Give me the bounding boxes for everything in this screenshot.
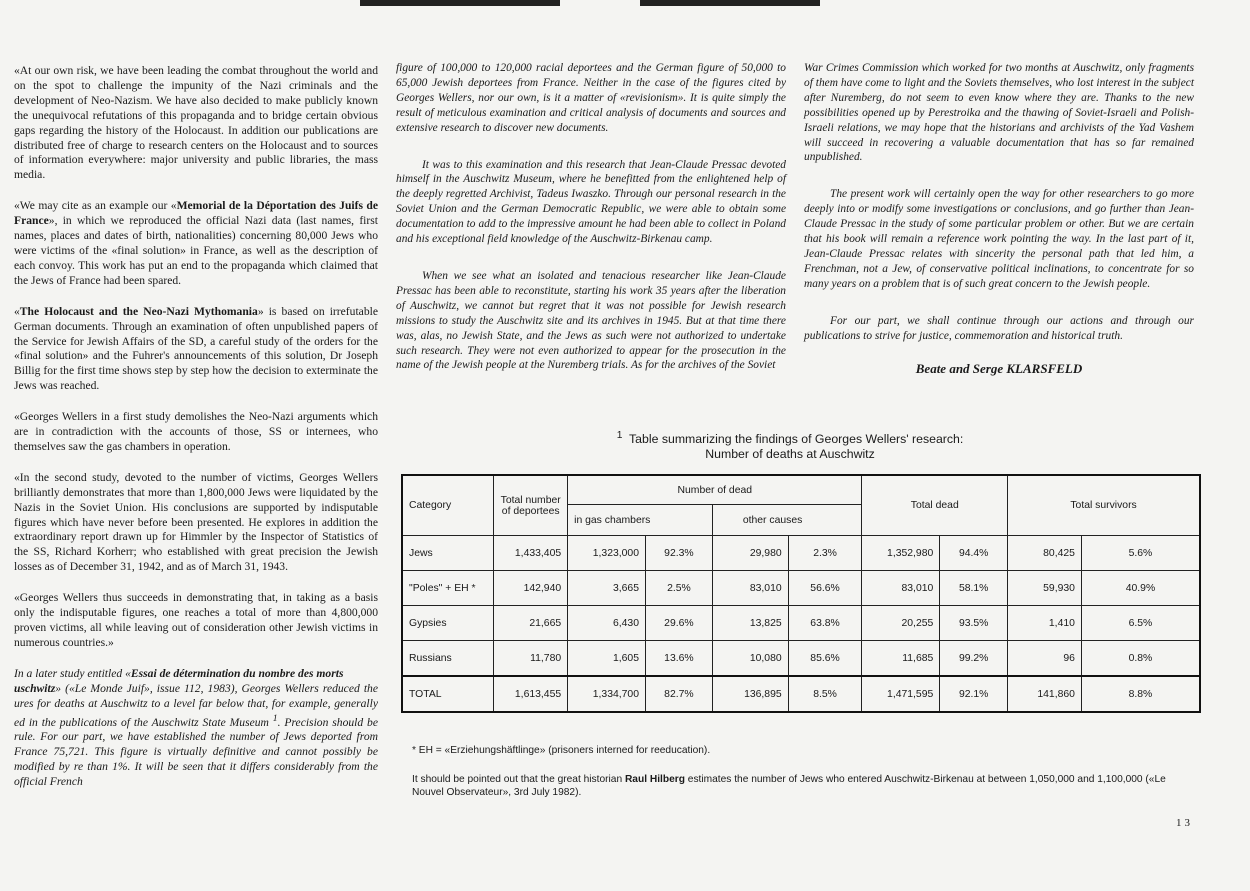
table-cell-deportees: 21,665 — [494, 606, 568, 641]
study-title: uschwitz — [14, 681, 56, 695]
text: In a later study entitled « — [14, 666, 131, 680]
header-number-of-dead: Number of dead — [568, 475, 862, 505]
table-cell-dead-pct: 92.1% — [940, 676, 1008, 712]
footnote-hilberg — [412, 773, 1192, 799]
text-column-middle — [396, 61, 786, 389]
text: It should be pointed out that the great historian — [412, 774, 625, 785]
table-cell-surv: 141,860 — [1008, 676, 1082, 712]
table-cell-gas-pct: 29.6% — [646, 606, 713, 641]
book-title: The Holocaust and the Neo-Nazi Mythomania — [19, 304, 258, 318]
table-cell-gas-pct: 2.5% — [646, 571, 713, 606]
page-number: 13 — [1176, 817, 1193, 829]
paragraph: For our part, we shall continue through our actions and through our publications to strive for justice, commemoration and historical truth. — [804, 314, 1194, 342]
table-cell-dead: 20,255 — [862, 606, 940, 641]
header-total-survivors: Total survivors — [1008, 475, 1200, 536]
table-cell-deportees: 142,940 — [494, 571, 568, 606]
deaths-table — [401, 474, 1201, 713]
table-cell-other-pct: 8.5% — [788, 676, 862, 712]
paragraph: «Georges Wellers in a first study demolishes the Neo-Nazi arguments which are in contradiction with the accounts of those, SS or internees, who themselves saw the gas chambers in operation. — [14, 410, 378, 453]
table-row — [402, 536, 1200, 571]
caption-text: Table summarizing the findings of Georges Wellers' research: — [629, 432, 964, 447]
text: estimates the number of Jews who entered Auschwitz-Birkenau at between 1,050,000 and 1,100,000 («Le Nouvel Observateur», 3rd July 1982). — [412, 774, 1166, 798]
paragraph — [14, 667, 378, 790]
table-cell-deportees: 11,780 — [494, 641, 568, 677]
table-cell-dead: 1,352,980 — [862, 536, 940, 571]
table-cell-gas: 3,665 — [568, 571, 646, 606]
table-cell-gas: 1,605 — [568, 641, 646, 677]
table-row — [402, 571, 1200, 606]
table-cell-surv: 96 — [1008, 641, 1082, 677]
table-cell-dead-pct: 99.2% — [940, 641, 1008, 677]
footnote-ref: 1 — [272, 712, 278, 724]
table-cell-category: Gypsies — [402, 606, 494, 641]
table-cell-gas: 1,323,000 — [568, 536, 646, 571]
text: » («Le Monde Juif», issue 112, 1983), Georges Wellers reduced the ures for deaths at Auschwitz to a level far below that, for example, generally ed in the publications of the Auschwitz State Museum — [14, 681, 378, 729]
table-cell-other-pct: 63.8% — [788, 606, 862, 641]
historian-name: Raul Hilberg — [624, 774, 685, 785]
table-cell-other: 136,895 — [712, 676, 788, 712]
scan-top-gap — [560, 0, 640, 6]
table-cell-surv: 80,425 — [1008, 536, 1082, 571]
table-cell-category: Jews — [402, 536, 494, 571]
signature: Beate and Serge KLARSFELD — [915, 360, 1083, 376]
paragraph — [14, 199, 378, 288]
text: », in which we reproduced the official Nazi data (last names, first names, places and dates of birth, nationalities) concerning 80,000 Jews who were victims of the «final solution» in France, as well as the description of each convoy. This work has put an end to the propaganda which claimed that the Jews of France had been spared. — [14, 214, 378, 287]
paragraph: «At our own risk, we have been leading the combat throughout the world and on the spot to challenge the impunity of the Nazi criminals and the development of Neo-Nazism. We have also decided to make publicly known the unequivocal refutations of this propaganda and to bridge certain obvious gaps regarding the history of the Holocaust. In addition our publications are distributed free of charge to research centers on the Holocaust and to sources of information everywhere: major university and public libraries, the mass media. — [14, 64, 378, 182]
paragraph: figure of 100,000 to 120,000 racial deportees and the German figure of 50,000 to 65,000 Jewish deportees from France. Neither in the case of the figures cited by Georges Wellers, nor our own, is it a matter of «revisionism». It is quite simply the result of meticulous examination and critical analysis of documents and sources and extensive research to discover new documents. — [396, 62, 786, 134]
study-title: Essai de détermination du nombre des morts — [130, 666, 344, 680]
text: «We may cite as an example our « — [14, 199, 177, 213]
table-cell-gas-pct: 13.6% — [646, 641, 713, 677]
table-cell-surv-pct: 40.9% — [1081, 571, 1200, 606]
table-body — [402, 536, 1200, 713]
table-cell-other-pct: 2.3% — [788, 536, 862, 571]
table-cell-surv-pct: 6.5% — [1081, 606, 1200, 641]
paragraph: It was to this examination and this research that Jean-Claude Pressac devoted himself in the Auschwitz Museum, where he benefitted from the enlightened help of the deeply regretted Archivist, Tadeus Iwaszko. Through our personal research in the Soviet Union and the German Democratic Republic, we were able to obtain some documentation to add to the impressive amount he had been able to collect in Poland and his exceptional field knowledge of the Auschwitz-Birkenau camp. — [396, 158, 786, 246]
table-cell-dead: 83,010 — [862, 571, 940, 606]
table-cell-dead-pct: 58.1% — [940, 571, 1008, 606]
table-cell-surv-pct: 8.8% — [1081, 676, 1200, 712]
header-total-deportees: Total number of deportees — [494, 475, 568, 536]
table-cell-dead-pct: 93.5% — [940, 606, 1008, 641]
table-cell-other-pct: 85.6% — [788, 641, 862, 677]
text: « — [14, 304, 20, 318]
header-category: Category — [402, 475, 494, 536]
table-cell-other-pct: 56.6% — [788, 571, 862, 606]
table-row — [402, 606, 1200, 641]
table-cell-other: 13,825 — [712, 606, 788, 641]
footnote-ref: 1 — [616, 430, 623, 441]
caption-line-2: Number of deaths at Auschwitz — [705, 447, 875, 462]
table-cell-gas-pct: 92.3% — [646, 536, 713, 571]
paragraph: War Crimes Commission which worked for two months at Auschwitz, only fragments of them have come to light and the Soviets themselves, who lost interest in the subject after Nuremberg, do not seem to even know where they are. Thanks to the new possibilities opened up by Perestroika and the thawing of Soviet-Israeli and Polish-Israeli relations, we may hope that the historians and archivists of the Yad Vashem will succeed in recovering a valuable documentation that has so far remained unpublished. — [804, 62, 1194, 164]
table-caption — [560, 428, 1020, 462]
paragraph — [14, 305, 378, 394]
header-other-causes: other causes — [712, 505, 862, 536]
table-row — [402, 676, 1200, 712]
table-cell-surv: 59,930 — [1008, 571, 1082, 606]
table-cell-gas: 6,430 — [568, 606, 646, 641]
table-cell-category: "Poles" + EH * — [402, 571, 494, 606]
table-cell-surv-pct: 5.6% — [1081, 536, 1200, 571]
text-column-right — [804, 61, 1194, 376]
table-cell-dead-pct: 94.4% — [940, 536, 1008, 571]
paragraph: «In the second study, devoted to the number of victims, Georges Wellers brilliantly demonstrates that more than 1,800,000 Jews were liquidated by the Nazis in the Soviet Union. His conclusions are supported by indisputable figures which have never before been presented. He explores in addition the extraordinary report drawn up for Himmler by the Inspector of Statistics of the SS, Richard Korherr; who established with great precision the Jewish losses as of December 31, 1942, and as of March 31, 1943. — [14, 470, 378, 574]
table-cell-other: 83,010 — [712, 571, 788, 606]
text-column-left — [14, 64, 378, 806]
table-cell-dead: 11,685 — [862, 641, 940, 677]
table-cell-surv-pct: 0.8% — [1081, 641, 1200, 677]
table-cell-other: 10,080 — [712, 641, 788, 677]
footnote-eh: * EH = «Erziehungshäftlinge» (prisoners interned for reeducation). — [412, 745, 711, 756]
table-cell-gas-pct: 82.7% — [646, 676, 713, 712]
book-title: Memorial de la Déportation des Juifs de France — [14, 199, 378, 228]
table-cell-gas: 1,334,700 — [568, 676, 646, 712]
paragraph: The present work will certainly open the way for other researchers to go more deeply into or modify some investigations or conclusions, and go further than Jean-Claude Pressac in the study of some particular problem or other. But we are certain that his book will remain a reference work pointing the way. In the last part of it, Jean-Claude Pressac relates with sincerity the personal path that led him, a Frenchman, not a Jew, of conservative political inclinations, to concentrate for so many years on a problem that is of such great concern to the Jewish people. — [804, 188, 1194, 290]
table-cell-deportees: 1,433,405 — [494, 536, 568, 571]
text: » is based on irrefutable German documents. Through an examination of often unpublished papers of the Service for Jewish Affairs of the SD, a careful study of the orders for the «final solution» and the Fuhrer's announcements of this solution, Dr Joseph Billig for the first time shows step by step how the decision to exterminate the Jews was reached. — [14, 304, 378, 393]
paragraph: «Georges Wellers thus succeeds in demonstrating that, in taking as a basis only the indisputable figures, one reaches a total of more than 4,800,000 proven victims, all while leaving out of consideration other Jewish victims in numerous countries.» — [14, 591, 378, 649]
table-cell-other: 29,980 — [712, 536, 788, 571]
table-cell-surv: 1,410 — [1008, 606, 1082, 641]
table-cell-category: TOTAL — [402, 676, 494, 712]
caption-line-1 — [560, 428, 1020, 447]
table-cell-category: Russians — [402, 641, 494, 677]
header-gas-chambers: in gas chambers — [568, 505, 713, 536]
text: . Precision should be rule. For our part, we have established the number of Jews deported from France 75,721. This figure is virtually definitive and cannot possibly be modified by re than 1%. It will be seen that it differs considerably from the official French — [14, 715, 378, 789]
header-total-dead: Total dead — [862, 475, 1008, 536]
table-cell-deportees: 1,613,455 — [494, 676, 568, 712]
table-cell-dead: 1,471,595 — [862, 676, 940, 712]
table-row — [402, 641, 1200, 677]
paragraph: When we see what an isolated and tenacious researcher like Jean-Claude Pressac has been able to reconstitute, starting his work 35 years after the liberation of Auschwitz, we cannot but regret that it was not possible for Jewish research missions to study the Auschwitz site and its archives in 1945. But at that time there was, alas, no Jewish State, and the Jews as such were not authorized to undertake such research. They were not even authorized to appear for the prosecution in the name of the Jewish people at the Nuremberg trials. As for the archives of the Soviet — [396, 269, 786, 372]
